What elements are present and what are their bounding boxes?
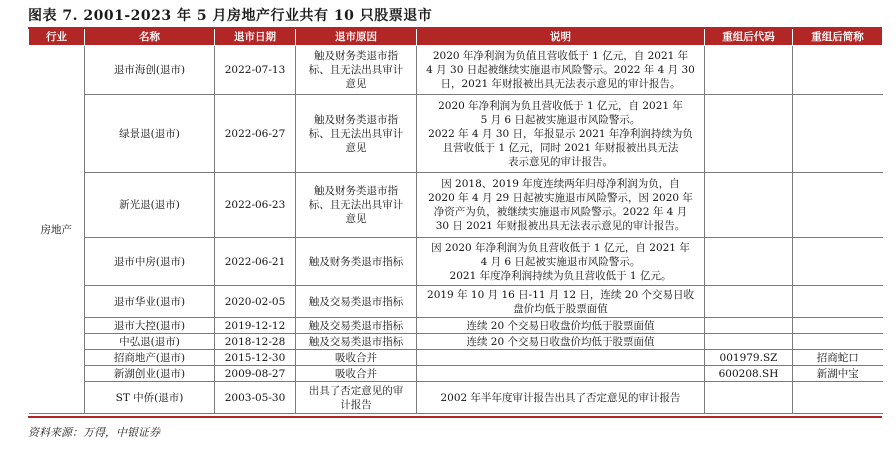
table-row (29, 334, 883, 350)
new-short-name-cell (793, 334, 883, 350)
cell-line: 4 月 6 日起被实施退市风险警示。 (480, 255, 641, 268)
stock-name-cell: 新光退(退市) (85, 173, 215, 238)
new-code-cell (705, 286, 793, 318)
header-date: 退市日期 (215, 29, 296, 46)
cell-line: 触及财务类退市指 (314, 50, 398, 62)
delist-date-cell: 2018-12-28 (215, 334, 296, 350)
header-industry: 行业 (29, 29, 85, 46)
cell-line: 2020 年 4 月 29 日起被实施退市风险警示，因 2020 年 (428, 192, 693, 204)
new-code-cell (705, 382, 793, 414)
table-row (29, 238, 883, 286)
cell-line: 4 月 30 日起被继续实施退市风险警示。2022 年 4 月 30 (426, 64, 695, 76)
cell-line: 吸收合并 (335, 367, 377, 380)
cell-line: 触及交易类退市指标 (308, 335, 404, 348)
new-short-name-cell (793, 382, 883, 414)
cell-line: 30 日 2021 年财报被出具无法表示意见的审计报告。 (435, 220, 686, 232)
delist-date-cell: 2022-06-21 (215, 238, 296, 286)
new-short-name-cell (793, 286, 883, 318)
new-code-cell (705, 238, 793, 286)
cell-line: 2021 年度净利润持续为负且营收低于 1 亿元。 (449, 269, 672, 282)
cell-line: 标、且无法出具审计 (308, 127, 404, 140)
cell-line: 意见 (345, 141, 367, 154)
delist-date-cell: 2022-06-27 (215, 95, 296, 173)
cell-line: 净资产为负，被继续实施退市风险警示。2022 年 4 月 (433, 206, 688, 218)
delist-date-cell: 2015-12-30 (215, 350, 296, 366)
stock-name-cell: 退市中房(退市) (85, 238, 215, 286)
cell-line: 2020 年净利润为负且营收低于 1 亿元，自 2021 年 (438, 99, 683, 112)
cell-line: 意见 (345, 213, 367, 225)
source-note: 资料来源：万得，中银证券 (28, 426, 160, 439)
delist-date-cell: 2020-02-05 (215, 286, 296, 318)
cell-line: 5 月 6 日起被实施退市风险警示。 (480, 113, 641, 126)
stock-name-cell: 招商地产(退市) (85, 350, 215, 366)
new-short-name-cell: 新湖中宝 (793, 366, 883, 382)
table-row (29, 46, 883, 95)
delist-reason-cell (296, 334, 417, 350)
bottom-rule (28, 416, 882, 418)
cell-line: 意见 (345, 78, 367, 90)
table-row (29, 95, 883, 173)
cell-line: 2022 年 4 月 30 日，年报显示 2021 年净利润持续为负 (428, 127, 693, 140)
table-row (29, 286, 883, 318)
delist-reason-cell (296, 286, 417, 318)
table-row (29, 382, 883, 414)
new-code-cell: 001979.SZ (705, 350, 793, 366)
new-code-cell (705, 318, 793, 334)
new-code-cell (705, 334, 793, 350)
description-cell (417, 95, 705, 173)
cell-line: 触及财务类退市指 (314, 113, 398, 126)
cell-line: 日，2021 年财报被出具无法表示意见的审计报告。 (440, 78, 681, 90)
new-short-name-cell (793, 238, 883, 286)
new-short-name-cell (793, 318, 883, 334)
cell-line: 触及交易类退市指标 (308, 295, 404, 308)
delist-reason-cell (296, 238, 417, 286)
cell-line: 盘价均低于股票面值 (513, 302, 608, 315)
stock-name-cell: 中弘退(退市) (85, 334, 215, 350)
cell-line: 触及财务类退市指标 (308, 255, 404, 268)
cell-line: 标、且无法出具审计 (308, 199, 404, 211)
delist-reason-cell (296, 382, 417, 414)
cell-line: 因 2018、2019 年度连续两年归母净利润为负，自 (441, 178, 680, 190)
delist-reason-cell (296, 366, 417, 382)
new-code-cell (705, 173, 793, 238)
delist-date-cell: 2022-06-23 (215, 173, 296, 238)
cell-line: 因 2020 年净利润为负且营收低于 1 亿元，自 2021 年 (431, 241, 690, 254)
description-cell (417, 286, 705, 318)
delist-reason-cell (296, 318, 417, 334)
description-cell (417, 173, 705, 238)
header-new-code: 重组后代码 (705, 29, 793, 46)
cell-line: 2020 年净利润为负值且营收低于 1 亿元，自 2021 年 (432, 50, 689, 62)
new-code-cell: 600208.SH (705, 366, 793, 382)
header-new-short-name: 重组后简称 (793, 29, 883, 46)
stock-name-cell: 新湖创业(退市) (85, 366, 215, 382)
new-short-name-cell (793, 46, 883, 95)
delist-reason-cell (296, 173, 417, 238)
delist-reason-cell (296, 46, 417, 95)
cell-line: 表示意见的审计报告。 (508, 155, 613, 168)
new-short-name-cell (793, 173, 883, 238)
description-cell (417, 238, 705, 286)
table-row (29, 173, 883, 238)
new-code-cell (705, 95, 793, 173)
header-description: 说明 (417, 29, 705, 46)
description-cell (417, 318, 705, 334)
cell-line: 触及交易类退市指标 (308, 319, 404, 332)
cell-line: 且营收低于 1 亿元，同时 2021 年财报被出具无法 (442, 141, 679, 154)
industry-cell: 房地产 (29, 46, 85, 414)
description-cell (417, 46, 705, 95)
cell-line: 吸收合并 (335, 351, 377, 364)
cell-line: 连续 20 个交易日收盘价均低于股票面值 (466, 335, 655, 348)
cell-line: 连续 20 个交易日收盘价均低于股票面值 (466, 319, 655, 332)
delist-date-cell: 2009-08-27 (215, 366, 296, 382)
header-reason: 退市原因 (296, 29, 417, 46)
stock-name-cell: 退市海创(退市) (85, 46, 215, 95)
table-row (29, 350, 883, 366)
delist-reason-cell (296, 350, 417, 366)
delist-reason-cell (296, 95, 417, 173)
new-short-name-cell (793, 95, 883, 173)
description-cell (417, 350, 705, 366)
cell-line: 标、且无法出具审计 (308, 64, 404, 76)
stock-name-cell: ST 中侨(退市) (85, 382, 215, 414)
cell-line: 2002 年半年度审计报告出具了否定意见的审计报告 (440, 391, 681, 404)
description-cell (417, 382, 705, 414)
delisting-table (28, 29, 883, 414)
new-code-cell (705, 46, 793, 95)
description-cell (417, 366, 705, 382)
header-row (29, 29, 883, 46)
table-row (29, 318, 883, 334)
cell-line: 触及财务类退市指 (314, 185, 398, 197)
header-name: 名称 (85, 29, 215, 46)
cell-line: 2019 年 10 月 16 日-11 月 12 日，连续 20 个交易日收 (427, 288, 694, 301)
table-row (29, 366, 883, 382)
description-cell (417, 334, 705, 350)
stock-name-cell: 绿景退(退市) (85, 95, 215, 173)
cell-line: 出具了否定意见的审 (308, 384, 404, 397)
stock-name-cell: 退市华业(退市) (85, 286, 215, 318)
delist-date-cell: 2019-12-12 (215, 318, 296, 334)
new-short-name-cell: 招商蛇口 (793, 350, 883, 366)
figure-title: 图表 7. 2001-2023 年 5 月房地产行业共有 10 只股票退市 (28, 8, 433, 24)
cell-line: 计报告 (340, 398, 372, 411)
stock-name-cell: 退市大控(退市) (85, 318, 215, 334)
delist-date-cell: 2022-07-13 (215, 46, 296, 95)
delist-date-cell: 2003-05-30 (215, 382, 296, 414)
